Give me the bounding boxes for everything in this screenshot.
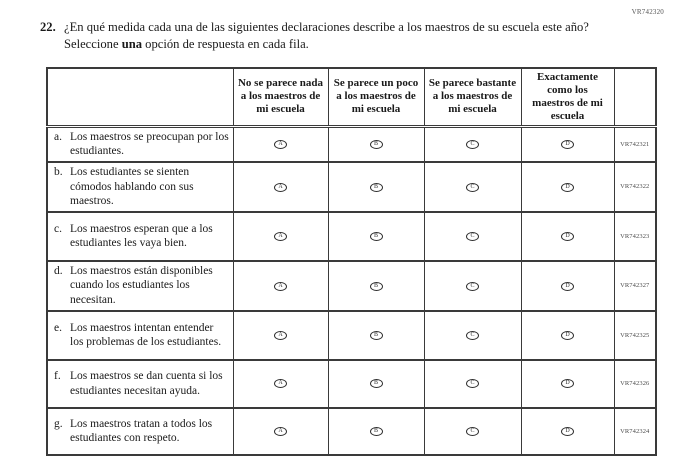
option-bubble-c[interactable]: C [466, 232, 479, 241]
option-bubble-b[interactable]: B [370, 331, 383, 340]
row-statement: Los maestros tratan a todos los estudiantes con respeto. [70, 417, 213, 445]
statement-column-header [47, 68, 233, 126]
question-number: 22. [40, 20, 56, 34]
table-row-e [47, 311, 656, 360]
option-bubble-b[interactable]: B [370, 427, 383, 436]
row-statement: Los estudiantes se sienten cómodos hablando con sus maestros. [70, 166, 194, 208]
option-bubble-c[interactable]: C [466, 140, 479, 149]
column-header-exactly: Exactamente como los maestros de mi escuela [521, 68, 614, 126]
response-matrix-table [46, 67, 657, 456]
table-row-c [47, 212, 656, 261]
table-row-a [47, 126, 656, 162]
row-letter: b. [54, 166, 63, 179]
statement-cell [47, 162, 233, 212]
table-row-f [47, 360, 656, 408]
statement-cell [47, 261, 233, 311]
statement-cell [47, 311, 233, 360]
table-row-g [47, 408, 656, 455]
question-text [64, 19, 600, 52]
statement-cell [47, 360, 233, 408]
option-bubble-b[interactable]: B [370, 140, 383, 149]
option-bubble-b[interactable]: B [370, 232, 383, 241]
row-variable-code: VR742322 [614, 162, 656, 212]
question-text-start: ¿En qué medida cada una de las siguientes declaraciones describe a los maestros de su escuela este año? Seleccione [64, 20, 589, 51]
option-bubble-b[interactable]: B [370, 282, 383, 291]
option-bubble-c[interactable]: C [466, 379, 479, 388]
row-variable-code: VR742324 [614, 408, 656, 455]
table-row-b [47, 162, 656, 212]
row-letter: c. [54, 222, 62, 235]
option-bubble-a[interactable]: A [274, 183, 287, 192]
option-bubble-d[interactable]: D [561, 140, 574, 149]
header-row [47, 68, 656, 126]
option-bubble-a[interactable]: A [274, 232, 287, 241]
page-variable-code: VR742320 [631, 8, 664, 16]
option-bubble-a[interactable]: A [274, 140, 287, 149]
option-bubble-a[interactable]: A [274, 282, 287, 291]
row-variable-code: VR742321 [614, 126, 656, 162]
row-variable-code: VR742326 [614, 360, 656, 408]
option-bubble-a[interactable]: A [274, 379, 287, 388]
row-letter: g. [54, 417, 63, 430]
question-bold-word: una [121, 36, 143, 51]
table-row-d [47, 261, 656, 311]
code-column-header [614, 68, 656, 126]
row-statement: Los maestros están disponibles cuando los estudiantes los necesitan. [70, 264, 213, 307]
option-bubble-d[interactable]: D [561, 232, 574, 241]
row-letter: e. [54, 321, 62, 334]
column-header-quite-a-bit: Se parece bastante a los maestros de mi escuela [424, 68, 521, 126]
row-letter: a. [54, 130, 62, 143]
option-bubble-d[interactable]: D [561, 282, 574, 291]
statement-cell [47, 408, 233, 455]
column-header-a-little: Se parece un poco a los maestros de mi escuela [328, 68, 424, 126]
option-bubble-d[interactable]: D [561, 331, 574, 340]
row-statement: Los maestros se dan cuenta si los estudiantes necesitan ayuda. [70, 370, 223, 397]
row-variable-code: VR742325 [614, 311, 656, 360]
option-bubble-a[interactable]: A [274, 427, 287, 436]
option-bubble-d[interactable]: D [561, 379, 574, 388]
option-bubble-d[interactable]: D [561, 183, 574, 192]
option-bubble-b[interactable]: B [370, 183, 383, 192]
statement-cell [47, 126, 233, 162]
row-statement: Los maestros se preocupan por los estudiantes. [70, 130, 229, 158]
option-bubble-c[interactable]: C [466, 331, 479, 340]
option-bubble-c[interactable]: C [466, 282, 479, 291]
option-bubble-c[interactable]: C [466, 427, 479, 436]
option-bubble-b[interactable]: B [370, 379, 383, 388]
row-statement: Los maestros intentan entender los problemas de los estudiantes. [70, 321, 222, 349]
option-bubble-a[interactable]: A [274, 331, 287, 340]
statement-cell [47, 212, 233, 261]
row-statement: Los maestros esperan que a los estudiantes les vaya bien. [70, 222, 213, 250]
column-header-not-at-all: No se parece nada a los maestros de mi escuela [233, 68, 328, 126]
row-variable-code: VR742323 [614, 212, 656, 261]
option-bubble-c[interactable]: C [466, 183, 479, 192]
question-text-end: opción de respuesta en cada fila. [142, 36, 309, 51]
row-variable-code: VR742327 [614, 261, 656, 311]
row-letter: d. [54, 264, 63, 277]
option-bubble-d[interactable]: D [561, 427, 574, 436]
row-letter: f. [54, 370, 61, 383]
question-block [40, 19, 600, 52]
